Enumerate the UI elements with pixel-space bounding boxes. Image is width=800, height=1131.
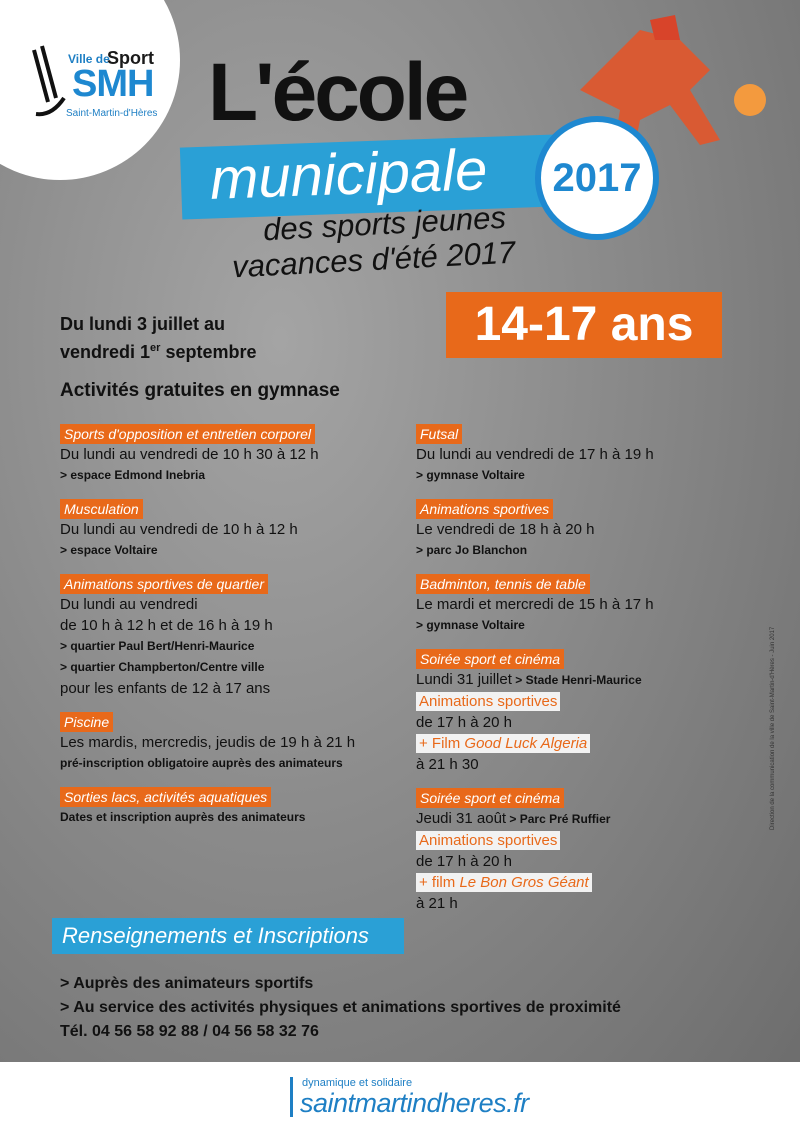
- logo-ville: Ville de: [68, 52, 110, 66]
- film-title: Good Luck Algeria: [464, 735, 588, 752]
- left-column: [60, 424, 400, 841]
- activity-schedule: Le vendredi de 18 h à 20 h: [416, 521, 595, 538]
- activity-location: > espace Voltaire: [60, 543, 158, 557]
- logo-smh: SMH: [72, 63, 154, 105]
- renseignements-banner: [52, 918, 404, 954]
- activity-note: pour les enfants de 12 à 17 ans: [60, 680, 271, 697]
- date-line1: Du lundi 3 juillet au: [60, 314, 226, 334]
- footer-url[interactable]: saintmartindheres.fr: [300, 1088, 529, 1118]
- activity-schedule: Du lundi au vendredi de 10 h à 12 h: [60, 521, 298, 538]
- contact-info: [60, 972, 621, 1044]
- footer-bracket-icon: [290, 1077, 293, 1117]
- activity-header: Sorties lacs, activités aquatiques: [60, 787, 271, 807]
- activity-block: [60, 787, 400, 828]
- event-highlight: Animations sportives: [416, 692, 560, 711]
- activity-block: [416, 574, 756, 636]
- film-highlight: [416, 734, 590, 753]
- activity-location: > quartier Champberton/Centre ville: [60, 660, 265, 674]
- activity-schedule: de 10 h à 12 h et de 16 h à 19 h: [60, 617, 273, 634]
- activity-header: Sports d'opposition et entretien corporel: [60, 424, 315, 444]
- activity-schedule: Du lundi au vendredi de 17 h à 19 h: [416, 446, 654, 463]
- activity-schedule: Le mardi et mercredi de 15 h à 17 h: [416, 596, 654, 613]
- activity-header: Animations sportives: [416, 499, 553, 519]
- renseignements-text: Renseignements et Inscriptions: [62, 923, 369, 948]
- contact-line: > Auprès des animateurs sportifs: [60, 975, 314, 992]
- event-date: Lundi 31 juillet: [416, 671, 512, 688]
- activity-schedule: Du lundi au vendredi: [60, 596, 198, 613]
- date-range: [60, 312, 257, 364]
- logo-swoosh-icon: [30, 42, 70, 122]
- activity-header: Soirée sport et cinéma: [416, 649, 564, 669]
- age-banner: [446, 292, 722, 358]
- activity-location: > gymnase Voltaire: [416, 468, 525, 482]
- date-line2-end: septembre: [160, 342, 257, 362]
- title-ecole: L'école: [208, 47, 467, 138]
- activity-schedule: Du lundi au vendredi de 10 h 30 à 12 h: [60, 446, 319, 463]
- logo-sport: Sport: [107, 48, 154, 68]
- phone-numbers: Tél. 04 56 58 92 88 / 04 56 58 32 76: [60, 1023, 319, 1040]
- activity-header: Animations sportives de quartier: [60, 574, 268, 594]
- subtitle-line1: des sports jeunes: [262, 199, 507, 248]
- activity-location: > parc Jo Blanchon: [416, 543, 528, 557]
- activity-schedule: de 17 h à 20 h: [416, 714, 512, 731]
- event-date: Jeudi 31 août: [416, 810, 507, 827]
- activities-heading: Activités gratuites en gymnase: [60, 380, 340, 401]
- activity-note: Dates et inscription auprès des animateurs: [60, 810, 306, 824]
- title-municipale: municipale: [208, 137, 489, 212]
- age-text: 14-17 ans: [474, 298, 694, 351]
- date-line2: [60, 336, 257, 364]
- activity-schedule: Les mardis, mercredis, jeudis de 19 h à 21 h: [60, 734, 356, 751]
- activity-header: Futsal: [416, 424, 462, 444]
- credit-line: Direction de la communication de la ville de Saint-Martin-d'Hères - Juin 2017: [770, 626, 776, 830]
- activity-location: > espace Edmond Inebria: [60, 468, 206, 482]
- activity-note: pré-inscription obligatoire auprès des animateurs: [60, 756, 343, 770]
- film-prefix: + Film: [419, 735, 465, 752]
- activity-block: [416, 788, 756, 914]
- activity-block: [416, 424, 756, 486]
- activity-location: > quartier Paul Bert/Henri-Maurice: [60, 639, 255, 653]
- film-title: Le Bon Gros Géant: [459, 874, 589, 891]
- event-highlight: Animations sportives: [416, 831, 560, 850]
- activity-header: Piscine: [60, 712, 113, 732]
- activity-block: [60, 424, 400, 486]
- activity-header: Badminton, tennis de table: [416, 574, 590, 594]
- film-prefix: + film: [419, 874, 460, 891]
- activity-schedule: à 21 h: [416, 895, 458, 912]
- footer-tagline: dynamique et solidaire: [302, 1077, 413, 1089]
- activity-block: [60, 574, 400, 699]
- contact-line: > Au service des activités physiques et animations sportives de proximité: [60, 999, 621, 1016]
- activity-date: [416, 669, 756, 691]
- activity-header: Soirée sport et cinéma: [416, 788, 564, 808]
- date-line2-start: vendredi 1: [60, 342, 151, 362]
- activity-location: > gymnase Voltaire: [416, 618, 525, 632]
- activity-block: [60, 499, 400, 561]
- film-highlight: [416, 873, 592, 892]
- date-sup: er: [150, 342, 161, 354]
- activity-header: Musculation: [60, 499, 143, 519]
- logo-city: Saint-Martin-d'Hères: [66, 108, 158, 119]
- activity-schedule: de 17 h à 20 h: [416, 853, 512, 870]
- activity-block: [60, 712, 400, 774]
- activity-block: [416, 649, 756, 775]
- activity-schedule: à 21 h 30: [416, 756, 479, 773]
- event-location: > Stade Henri-Maurice: [511, 673, 642, 687]
- activity-block: [416, 499, 756, 561]
- right-column: [416, 424, 756, 927]
- year-badge: [535, 116, 659, 240]
- year-text: 2017: [552, 156, 642, 200]
- activity-date: [416, 808, 756, 830]
- subtitle-line2: vacances d'été 2017: [231, 234, 517, 285]
- event-location: > Parc Pré Ruffier: [506, 812, 611, 826]
